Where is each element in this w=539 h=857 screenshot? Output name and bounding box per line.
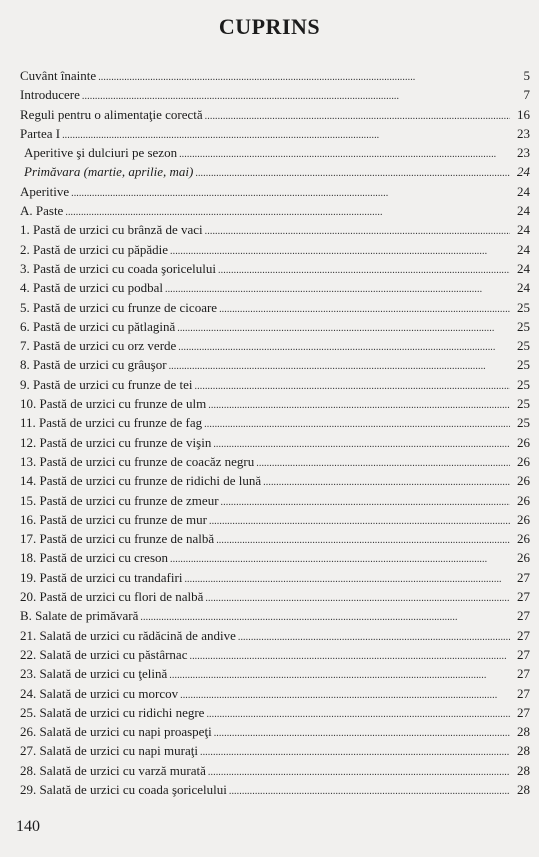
- toc-entry: [20, 587, 530, 606]
- toc-entry-page: 27: [517, 646, 530, 662]
- dot-leader: [205, 589, 510, 608]
- dot-leader: [263, 473, 510, 492]
- toc-entry: [20, 529, 530, 548]
- toc-entry: [20, 162, 530, 181]
- toc-entry: [20, 664, 530, 683]
- toc-entry: [20, 85, 530, 104]
- dot-leader: [238, 628, 510, 647]
- toc-entry-label: 15. Pastă de urzici cu frunze de zmeur: [20, 492, 219, 508]
- dot-leader: [205, 222, 510, 241]
- toc-entry-page: 26: [517, 453, 530, 469]
- toc-entry-page: 25: [517, 357, 530, 373]
- toc-entry-label: 29. Salată de urzici cu coada şoricelului: [20, 781, 227, 797]
- toc-entry-label: 7. Pastă de urzici cu orz verde: [20, 338, 177, 354]
- dot-leader: [229, 782, 510, 801]
- dot-leader: [177, 319, 510, 338]
- toc-entry: [20, 298, 530, 317]
- toc-entry: [20, 105, 530, 124]
- dot-leader: [169, 666, 510, 685]
- dot-leader: [200, 743, 510, 762]
- dot-leader: [180, 686, 510, 705]
- toc-entry-page: 28: [517, 762, 530, 778]
- toc-entry: [20, 684, 530, 703]
- toc-entry: [20, 491, 530, 510]
- toc-entry-label: 18. Pastă de urzici cu creson: [20, 550, 169, 566]
- toc-entry: [20, 355, 530, 374]
- toc-entry: [20, 220, 530, 239]
- dot-leader: [208, 763, 510, 782]
- toc-entry-label: 21. Salată de urzici cu rădăcină de andive: [20, 627, 236, 643]
- toc-entry-page: 28: [517, 743, 530, 759]
- dot-leader: [205, 107, 510, 126]
- toc-entry: [20, 433, 530, 452]
- dot-leader: [206, 705, 510, 724]
- toc-entry-label: 11. Pastă de urzici cu frunze de fag: [20, 415, 203, 431]
- toc-entry-page: 24: [517, 222, 530, 238]
- dot-leader: [71, 184, 510, 203]
- toc-entry-label: 13. Pastă de urzici cu frunze de coacăz negru: [20, 453, 255, 469]
- toc-entry-label: 28. Salată de urzici cu varză murată: [20, 762, 206, 778]
- toc-entry-page: 25: [517, 415, 530, 431]
- toc-entry-label: Cuvânt înainte: [20, 68, 97, 83]
- dot-leader: [169, 357, 510, 376]
- dot-leader: [216, 531, 510, 550]
- toc-entry-page: 28: [517, 781, 530, 797]
- toc-entry: [20, 259, 530, 278]
- toc-entry-page: 23: [517, 145, 530, 161]
- toc-entry-page: 27: [517, 627, 530, 643]
- toc-entry-label: Partea I: [20, 125, 61, 141]
- toc-entry-page: 27: [517, 685, 530, 701]
- toc-entry: [20, 510, 530, 529]
- dot-leader: [219, 300, 510, 319]
- dot-leader: [178, 338, 510, 357]
- toc-entry-page: 16: [517, 106, 530, 122]
- toc-entry: [20, 394, 530, 413]
- toc-entry: [20, 741, 530, 760]
- toc-entry-label: 8. Pastă de urzici cu grâuşor: [20, 357, 167, 373]
- toc-entry-page: 25: [517, 376, 530, 392]
- toc-entry-page: 24: [517, 164, 530, 180]
- toc-entry-label: Primăvara (martie, aprilie, mai): [24, 164, 194, 180]
- dot-leader: [195, 164, 510, 183]
- dot-leader: [189, 647, 510, 666]
- toc-entry-page: 26: [517, 434, 530, 450]
- page-title: CUPRINS: [218, 14, 321, 39]
- dot-leader: [204, 415, 510, 434]
- toc-entry: [20, 761, 530, 780]
- toc-entry-page: 26: [517, 473, 530, 489]
- toc-entry-label: 9. Pastă de urzici cu frunze de tei: [20, 376, 193, 392]
- toc-entry-label: 19. Pastă de urzici cu trandafiri: [20, 569, 183, 585]
- toc-entry-page: 24: [517, 203, 530, 219]
- toc-entry-label: 4. Pastă de urzici cu podbal: [20, 280, 163, 296]
- toc-entry-page: 27: [517, 608, 530, 624]
- toc-entry-label: 20. Pastă de urzici cu flori de nalbă: [20, 589, 204, 605]
- toc-entry-page: 25: [517, 396, 530, 412]
- toc-entry: [20, 471, 530, 490]
- toc-entry-label: 10. Pastă de urzici cu frunze de ulm: [20, 396, 207, 412]
- toc-entry-page: 25: [517, 318, 530, 334]
- toc-entry-page: 24: [517, 280, 530, 296]
- toc-entry-page: 26: [517, 550, 530, 566]
- dot-leader: [256, 454, 510, 473]
- toc-entry: [20, 182, 530, 201]
- toc-entry-label: B. Salate de primăvară: [20, 608, 139, 624]
- toc-entry-page: 23: [517, 125, 530, 141]
- toc-entry: [20, 240, 530, 259]
- toc-entry: [20, 336, 530, 355]
- toc-entry: [20, 375, 530, 394]
- toc-entry-page: 26: [517, 531, 530, 547]
- toc-entry: [20, 626, 530, 645]
- dot-leader: [218, 261, 510, 280]
- toc-entry-label: 24. Salată de urzici cu morcov: [20, 685, 179, 701]
- dot-leader: [195, 377, 510, 396]
- toc-entry-page: 25: [517, 299, 530, 315]
- toc-entry-label: 27. Salată de urzici cu napi muraţi: [20, 743, 198, 759]
- toc-entry-label: 14. Pastă de urzici cu frunze de ridichi de lună: [20, 473, 262, 489]
- toc-entry: [20, 317, 530, 336]
- dot-leader: [214, 724, 510, 743]
- toc-entry-page: 25: [517, 338, 530, 354]
- toc-entry: [20, 568, 530, 587]
- dot-leader: [213, 435, 510, 454]
- page-number: 140: [16, 818, 40, 835]
- toc-entry: [20, 606, 530, 625]
- toc-entry-label: 3. Pastă de urzici cu coada şoricelului: [20, 260, 217, 276]
- toc-entry-page: 26: [517, 511, 530, 527]
- dot-leader: [209, 512, 510, 531]
- toc-entry: [20, 413, 530, 432]
- toc-entry: [20, 780, 530, 799]
- toc-entry-page: 7: [523, 87, 530, 103]
- toc-entry: [20, 66, 530, 85]
- toc-entry-label: Aperitive: [20, 183, 70, 199]
- toc-entry-page: 26: [517, 492, 530, 508]
- toc-entry-label: 5. Pastă de urzici cu frunze de cicoare: [20, 299, 218, 315]
- toc-entry: [20, 143, 530, 162]
- toc-entry-page: 27: [517, 589, 530, 605]
- toc-entry-label: Introducere: [20, 87, 80, 103]
- toc-entry: [20, 278, 530, 297]
- toc-entry-label: 6. Pastă de urzici cu pătlagină: [20, 318, 176, 334]
- dot-leader: [208, 396, 510, 415]
- toc-entry: [20, 722, 530, 741]
- dot-leader: [170, 242, 510, 261]
- dot-leader: [184, 570, 510, 589]
- dot-leader: [221, 493, 510, 512]
- toc-entry-label: Reguli pentru o alimentaţie corectă: [20, 106, 203, 122]
- toc-entry-label: 12. Pastă de urzici cu frunze de vişin: [20, 434, 212, 450]
- toc-entry-page: 27: [517, 704, 530, 720]
- table-of-contents: [20, 66, 530, 799]
- dot-leader: [170, 550, 510, 569]
- toc-entry-label: 17. Pastă de urzici cu frunze de nalbă: [20, 531, 215, 547]
- toc-entry: [20, 548, 530, 567]
- toc-entry-page: 27: [517, 666, 530, 682]
- toc-entry-page: 5: [523, 68, 530, 83]
- dot-leader: [98, 68, 510, 87]
- toc-entry-label: 23. Salată de urzici cu ţelină: [20, 666, 168, 682]
- toc-entry-label: 22. Salată de urzici cu păstârnac: [20, 646, 188, 662]
- dot-leader: [179, 145, 510, 164]
- toc-entry-label: 2. Pastă de urzici cu păpădie: [20, 241, 168, 257]
- toc-entry-page: 24: [517, 241, 530, 257]
- toc-entry: [20, 703, 530, 722]
- toc-entry-label: 25. Salată de urzici cu ridichi negre: [20, 704, 205, 720]
- toc-entry-label: 1. Pastă de urzici cu brânză de vaci: [20, 222, 203, 238]
- toc-entry-page: 24: [517, 183, 530, 199]
- toc-entry-label: 26. Salată de urzici cu napi proaspeţi: [20, 724, 212, 740]
- toc-entry-label: Aperitive şi dulciuri pe sezon: [24, 145, 178, 161]
- toc-entry-label: 16. Pastă de urzici cu frunze de mur: [20, 511, 207, 527]
- toc-entry: [20, 124, 530, 143]
- toc-entry-page: 28: [517, 724, 530, 740]
- toc-entry: [20, 645, 530, 664]
- toc-entry-page: 24: [517, 260, 530, 276]
- toc-entry: [20, 201, 530, 220]
- toc-entry: [20, 452, 530, 471]
- toc-entry-label: A. Paste: [20, 203, 64, 219]
- toc-entry-page: 27: [517, 569, 530, 585]
